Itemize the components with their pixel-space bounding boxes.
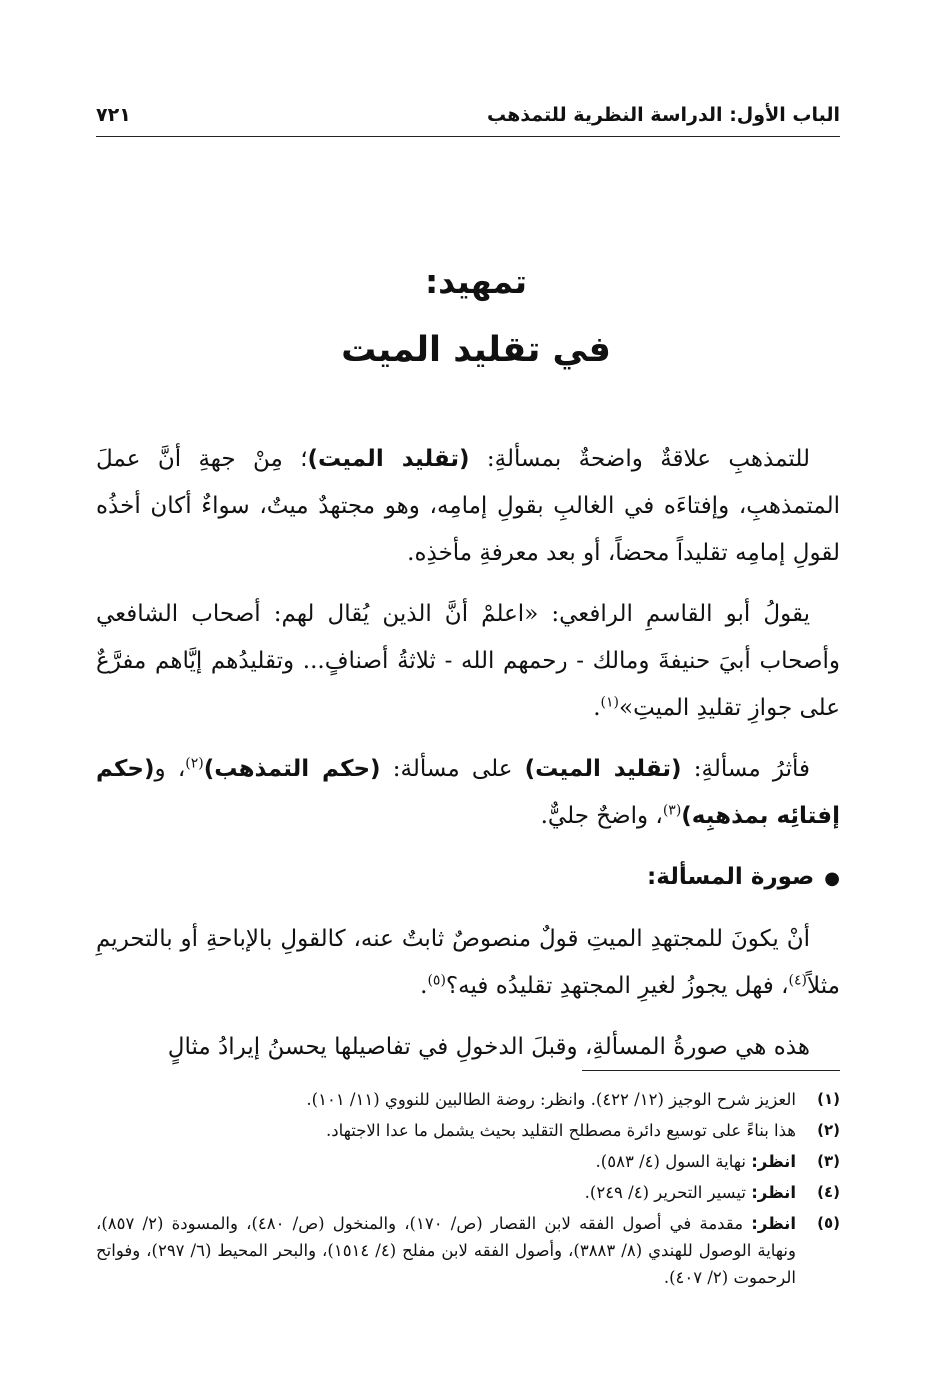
footnote-ref-3[interactable]: (٣) [662, 802, 682, 819]
footnote-ref-4[interactable]: (٤) [788, 972, 808, 989]
footnote-text: انظر: مقدمة في أصول الفقه لابن القصار (ص/ ١٧٠)، والمنخول (ص/ ٤٨٠)، والمسودة (٢/ ٨٥٧)، ونهاية الوصول للهندي (٨/ ٣٨٨٣)، وأصول الفقه لابن مفلح (٤/ ١٥١٤)، والبحر المحيط (٦/ ٢٩٧)، وفواتح الرحموت (٢/ ٤٠٧). [96, 1214, 797, 1287]
footnote-ref-1[interactable]: (١) [600, 694, 619, 711]
footnotes [96, 1086, 840, 1295]
section-title: تمهيد: [424, 262, 528, 301]
paragraph-3: فأثرُ مسألةِ: (تقليد الميت) على مسألة: (حكم التمذهب)$^{(٢)}$، و(حكم إفتائِه بمذهبِه)$^{(٣)}$، واضحٌ جليٌّ. [96, 755, 840, 829]
paragraph-2: يقولُ أبو القاسمِ الرافعي: «اعلمْ أنَّ الذين يُقال لهم: أصحاب الشافعي وأصحاب أبيَ حنيفةَ ومالك - رحمهم الله - ثلاثةُ أصنافٍ... وتقليدُهم إيَّاهم مفرَّعٌ على جوازِ تقليدِ الميتِ»$^{(١)}$. [96, 601, 840, 721]
footnote-text: هذا بناءً على توسيع دائرة مصطلح التقليد بحيث يشمل ما عدا الاجتهاد. [326, 1121, 796, 1140]
bullet-icon: ● [824, 868, 840, 889]
footnote-number: (٢) [817, 1121, 840, 1139]
footnote-number: (٤) [817, 1183, 840, 1201]
footnote-divider [582, 1070, 840, 1071]
term-taqlid-al-mayyit: (تقليد الميت) [307, 446, 470, 472]
header-divider [96, 136, 840, 137]
footnote-item [96, 1086, 840, 1113]
footnote-text: انظر: تيسير التحرير (٤/ ٢٤٩). [584, 1183, 796, 1202]
footnote-ref-5[interactable]: (٥) [427, 972, 446, 989]
paragraph-1: للتمذهبِ علاقةٌ واضحةٌ بمسألةِ: (تقليد الميت)؛ مِنْ جهةِ أنَّ عملَ المتمذهبِ، وإفتاءَه في الغالبِ بقولِ إمامِه، وهو مجتهدٌ ميتٌ، سواءٌ أكان أخذُه لقولِ إمامِه تقليداً محضاً، أو بعد معرفةِ مأخذِه. [96, 446, 840, 566]
footnote-item [96, 1117, 840, 1144]
subsection-heading: ●صورة المسألة: [96, 854, 840, 902]
footnote-ref-2[interactable]: (٢) [185, 755, 204, 772]
footnote-item [96, 1179, 840, 1206]
footnote-text: انظر: نهاية السول (٤/ ٥٨٣). [595, 1152, 796, 1171]
footnote-item [96, 1148, 840, 1175]
footnote-number: (٣) [817, 1152, 840, 1170]
footnote-number: (١) [817, 1090, 840, 1108]
paragraph-4: أنْ يكونَ للمجتهدِ الميتِ قولٌ منصوصٌ ثابتٌ عنه، كالقولِ بالإباحةِ أو بالتحريمِ مثلاً$^{(٤)}$، فهل يجوزُ لغيرِ المجتهدِ تقليدُه فيه؟$^{(٥)}$. [96, 926, 840, 999]
footnote-item [96, 1210, 840, 1291]
section-subtitle: في تقليد الميت [341, 330, 611, 370]
chapter-title: الباب الأول: الدراسة النظرية للتمذهب [487, 104, 840, 126]
body-text [96, 436, 840, 1085]
running-header [96, 98, 840, 134]
footnote-text: العزيز شرح الوجيز (١٢/ ٤٢٢). وانظر: روضة الطالبين للنووي (١١/ ١٠١). [306, 1090, 796, 1109]
paragraph-5: هذه هي صورةُ المسألةِ، وقبلَ الدخولِ في تفاصيلها يحسنُ إيرادُ مثالٍ [167, 1034, 810, 1060]
page-number: ٧٢١ [96, 104, 131, 126]
footnote-number: (٥) [817, 1214, 840, 1232]
